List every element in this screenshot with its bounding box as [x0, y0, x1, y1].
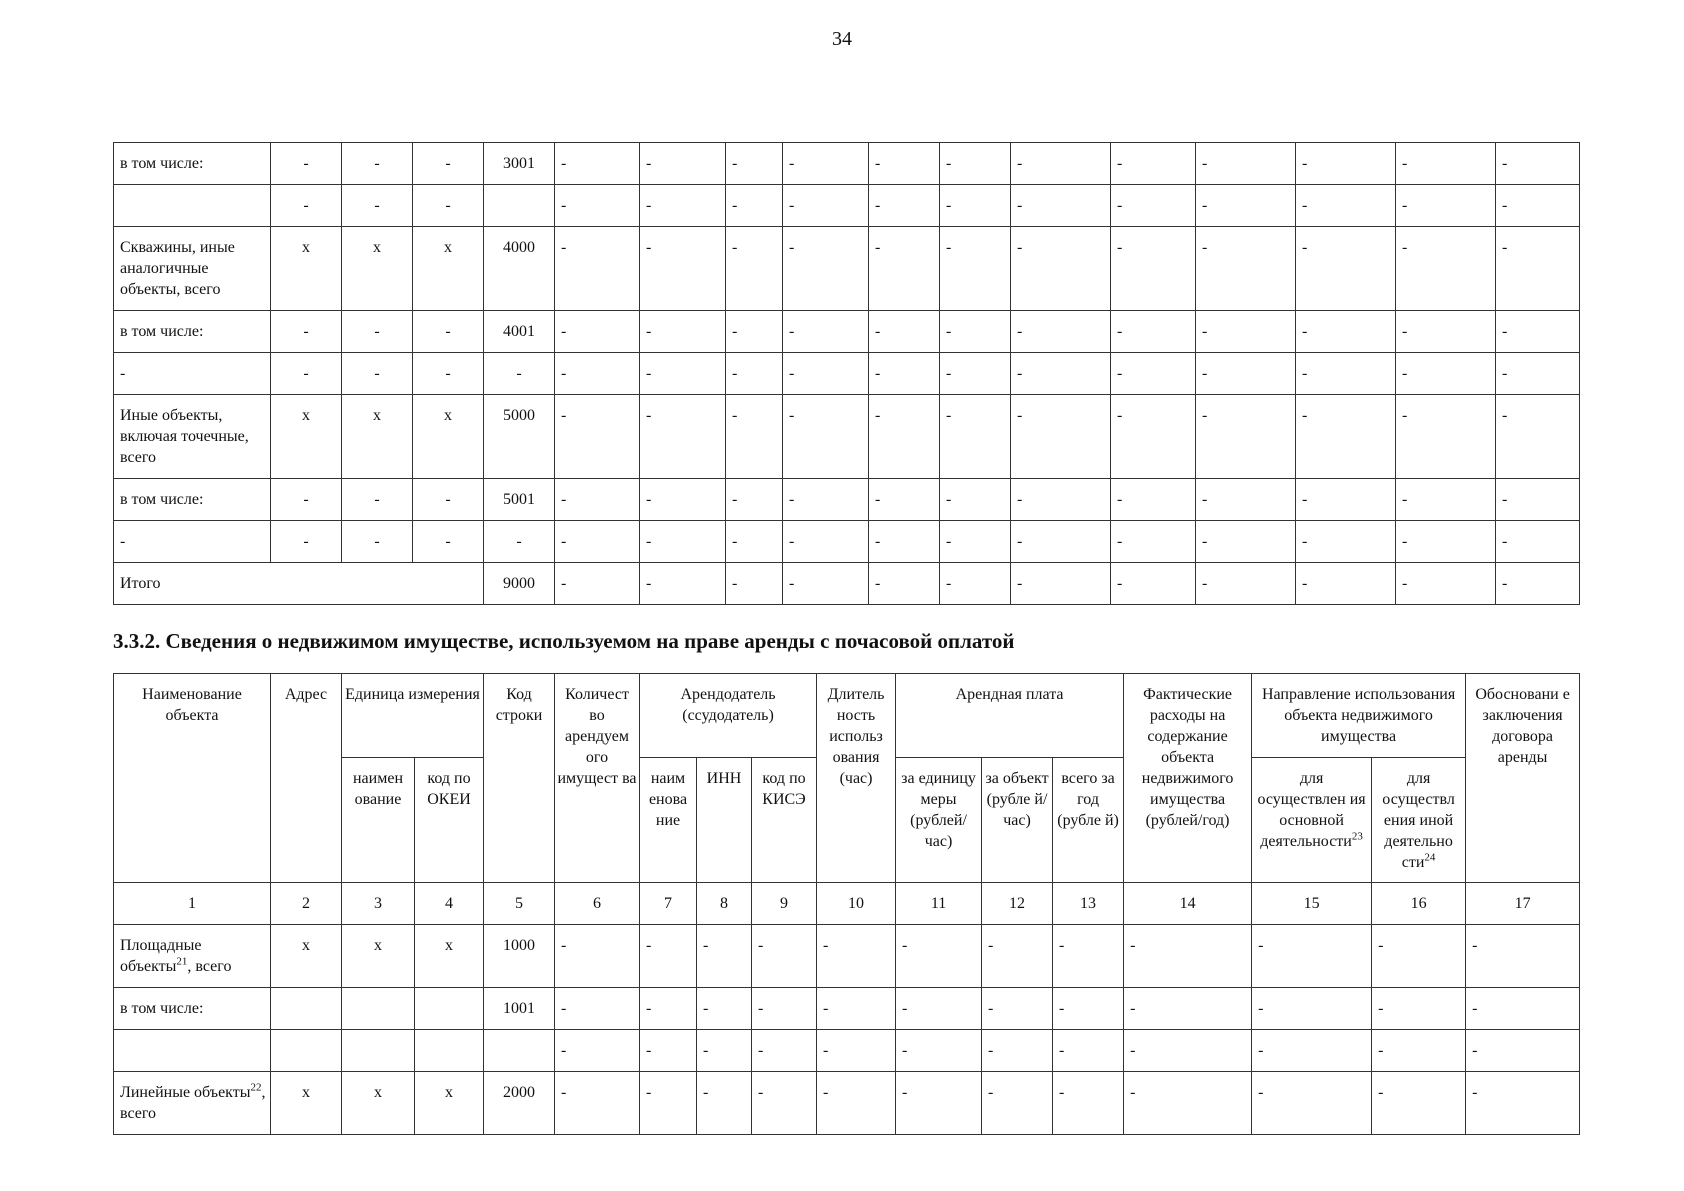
table-cell: - — [1496, 311, 1580, 353]
table-cell: - — [1011, 227, 1111, 311]
table-cell: - — [1496, 143, 1580, 185]
table-cell — [271, 988, 342, 1030]
table-cell: - — [982, 925, 1053, 988]
header-unit: Единица измерения — [342, 674, 484, 758]
table-cell: - — [896, 988, 982, 1030]
column-number: 6 — [555, 883, 640, 925]
table-cell: - — [940, 311, 1011, 353]
header-duration: Длитель ность использ ования (час) — [817, 674, 896, 883]
row-label — [114, 925, 271, 988]
table-cell: - — [1111, 185, 1196, 227]
column-number: 16 — [1372, 883, 1466, 925]
table-cell: - — [697, 988, 752, 1030]
table-cell: x — [415, 925, 484, 988]
table-cell: - — [1296, 311, 1396, 353]
table-cell: - — [1252, 1030, 1372, 1072]
table-cell: - — [869, 143, 940, 185]
column-number: 4 — [415, 883, 484, 925]
table-cell: - — [869, 311, 940, 353]
table-cell: - — [1372, 925, 1466, 988]
hourly-rental-table — [113, 673, 1580, 1135]
table-cell: - — [940, 353, 1011, 395]
row-label: в том числе: — [114, 143, 271, 185]
section-heading: 3.3.2. Сведения о недвижимом имуществе, используемом на праве аренды с почасовой оплатой — [113, 629, 1015, 653]
table-cell: - — [1296, 563, 1396, 605]
table-cell: x — [342, 227, 413, 311]
table-cell: - — [555, 563, 640, 605]
table-cell: - — [1496, 479, 1580, 521]
table-cell: - — [1296, 479, 1396, 521]
table-cell: - — [1296, 185, 1396, 227]
table-cell: - — [271, 185, 342, 227]
table-cell: - — [271, 143, 342, 185]
table-cell: - — [869, 227, 940, 311]
table-cell: - — [1396, 185, 1496, 227]
table-cell: - — [1011, 563, 1111, 605]
table-cell: - — [1124, 1072, 1252, 1135]
table-cell: - — [640, 227, 726, 311]
header-rent-per-object: за объект (рубле й/час) — [982, 758, 1053, 883]
table-cell: - — [342, 185, 413, 227]
table-cell: - — [752, 1030, 817, 1072]
row-label-suffix: , всего — [120, 1084, 266, 1122]
table-cell: x — [342, 395, 413, 479]
table-cell: - — [1396, 563, 1496, 605]
table-cell: - — [869, 521, 940, 563]
row-label: Иные объекты, включая точечные, всего — [114, 395, 271, 479]
table-cell: - — [697, 1072, 752, 1135]
table-cell: - — [1496, 563, 1580, 605]
row-label — [114, 988, 271, 1030]
table-cell: - — [726, 143, 783, 185]
header-lessor: Арендодатель (ссудодатель) — [640, 674, 817, 758]
table-cell: 9000 — [484, 563, 555, 605]
row-label: в том числе: — [114, 311, 271, 353]
column-number: 12 — [982, 883, 1053, 925]
column-number: 8 — [697, 883, 752, 925]
table-cell: - — [1111, 479, 1196, 521]
row-label: - — [114, 521, 271, 563]
table-cell: - — [783, 521, 869, 563]
row-label: Скважины, иные аналогичные объекты, всего — [114, 227, 271, 311]
table-cell: - — [640, 143, 726, 185]
table-cell: - — [1296, 521, 1396, 563]
table-cell: - — [1496, 353, 1580, 395]
table-cell: x — [271, 925, 342, 988]
table-cell: - — [1196, 521, 1296, 563]
table-cell: - — [640, 1072, 697, 1135]
table-cell: - — [1252, 988, 1372, 1030]
column-number: 17 — [1466, 883, 1580, 925]
table-cell: - — [413, 185, 484, 227]
table-row — [114, 227, 1580, 311]
header-lessor-inn: ИНН — [697, 758, 752, 883]
table-cell: - — [940, 143, 1011, 185]
footnote-ref: 22 — [250, 1081, 262, 1094]
table-cell: - — [555, 1030, 640, 1072]
table-cell: - — [1466, 988, 1580, 1030]
table-cell: - — [1196, 185, 1296, 227]
header-unit-okei: код по ОКЕИ — [415, 758, 484, 883]
table-cell: - — [1296, 143, 1396, 185]
header-direction: Направление использования объекта недвижимого имущества — [1252, 674, 1466, 758]
table-cell: - — [1196, 563, 1296, 605]
table-cell: - — [1196, 353, 1296, 395]
table-cell: - — [1396, 143, 1496, 185]
table-cell: - — [940, 185, 1011, 227]
table-cell: x — [415, 1072, 484, 1135]
row-label-text: Линейные объекты — [120, 1084, 251, 1101]
table-cell: 2000 — [484, 1072, 555, 1135]
header-lessor-kise: код по КИСЭ — [752, 758, 817, 883]
table-cell: - — [1396, 395, 1496, 479]
table-cell: - — [726, 479, 783, 521]
table-cell: - — [640, 988, 697, 1030]
table-cell — [342, 1030, 415, 1072]
table-cell — [415, 1030, 484, 1072]
table-cell: - — [1053, 925, 1124, 988]
table-cell: - — [817, 988, 896, 1030]
table-cell: - — [783, 185, 869, 227]
column-number: 14 — [1124, 883, 1252, 925]
table-cell: - — [271, 353, 342, 395]
table-cell — [415, 988, 484, 1030]
table-cell: - — [1053, 988, 1124, 1030]
table-cell: - — [726, 521, 783, 563]
table-row — [114, 479, 1580, 521]
table-cell: - — [982, 988, 1053, 1030]
table-cell: - — [555, 143, 640, 185]
table-cell: x — [413, 227, 484, 311]
table-cell: - — [1496, 395, 1580, 479]
page-number: 34 — [832, 28, 852, 50]
table-cell: - — [1466, 1072, 1580, 1135]
table-cell: x — [342, 925, 415, 988]
table-cell: - — [940, 563, 1011, 605]
table-cell: - — [1196, 479, 1296, 521]
header-rent: Арендная плата — [896, 674, 1124, 758]
header-actual-costs: Фактические расходы на содержание объекта недвижимого имущества (рублей/год) — [1124, 674, 1252, 883]
table-cell: - — [697, 1030, 752, 1072]
header-direction-main-text: для осуществлен ия основной деятельности — [1257, 770, 1366, 850]
table-cell: x — [342, 1072, 415, 1135]
table-cell: 1001 — [484, 988, 555, 1030]
table-cell: - — [1111, 227, 1196, 311]
table-cell: - — [555, 395, 640, 479]
table-cell: - — [940, 521, 1011, 563]
table-cell: - — [555, 925, 640, 988]
table-cell: - — [982, 1030, 1053, 1072]
row-label: в том числе: — [114, 479, 271, 521]
table-cell: - — [413, 143, 484, 185]
footnote-ref: 21 — [176, 955, 188, 968]
row-label: - — [114, 353, 271, 395]
table-row — [114, 521, 1580, 563]
header-address: Адрес — [271, 674, 342, 883]
table-cell: - — [413, 521, 484, 563]
table-cell: 1000 — [484, 925, 555, 988]
row-label — [114, 1072, 271, 1135]
table-cell: - — [1124, 925, 1252, 988]
table-row — [114, 925, 1580, 988]
table-cell: - — [1011, 143, 1111, 185]
column-number: 2 — [271, 883, 342, 925]
table-cell: - — [783, 479, 869, 521]
table-cell: - — [413, 479, 484, 521]
table-cell: - — [982, 1072, 1053, 1135]
table-cell: - — [1196, 143, 1296, 185]
header-object-name: Наименование объекта — [114, 674, 271, 883]
table-row — [114, 311, 1580, 353]
table-row — [114, 1072, 1580, 1135]
table-cell: - — [869, 353, 940, 395]
header-direction-other-text: для осуществл ения иной деятельно сти — [1382, 770, 1455, 871]
row-label-text: Площадные объекты — [120, 937, 202, 975]
column-number: 15 — [1252, 883, 1372, 925]
table-cell: - — [752, 925, 817, 988]
table-cell: - — [413, 353, 484, 395]
table-cell: - — [783, 143, 869, 185]
table-cell: - — [1252, 1072, 1372, 1135]
table-cell: - — [869, 395, 940, 479]
row-label: Итого — [114, 563, 484, 605]
table-cell: - — [783, 353, 869, 395]
table-cell: - — [555, 353, 640, 395]
table-cell: - — [1124, 988, 1252, 1030]
table-cell: - — [869, 563, 940, 605]
table-cell: - — [271, 479, 342, 521]
table-cell: - — [1496, 521, 1580, 563]
header-rent-per-unit: за единицу меры (рублей/ час) — [896, 758, 982, 883]
table-cell: - — [413, 311, 484, 353]
row-label-text: в том числе: — [120, 1000, 204, 1017]
table-cell: - — [869, 185, 940, 227]
table-cell: - — [1252, 925, 1372, 988]
table-cell: - — [726, 185, 783, 227]
table-cell: - — [1111, 563, 1196, 605]
header-direction-main — [1252, 758, 1372, 883]
table-cell: - — [783, 395, 869, 479]
column-number: 7 — [640, 883, 697, 925]
column-number: 5 — [484, 883, 555, 925]
table-cell: - — [1011, 353, 1111, 395]
table-cell: - — [869, 479, 940, 521]
table-cell: x — [413, 395, 484, 479]
table-row — [114, 563, 1580, 605]
table-cell: - — [555, 521, 640, 563]
table-cell: - — [484, 521, 555, 563]
table-cell: - — [1396, 227, 1496, 311]
table-cell: - — [1372, 1072, 1466, 1135]
table-cell: - — [697, 925, 752, 988]
table-cell: - — [896, 925, 982, 988]
table-row — [114, 1030, 1580, 1072]
table-cell: - — [1396, 479, 1496, 521]
table-cell: - — [940, 479, 1011, 521]
table-cell: - — [1496, 185, 1580, 227]
table-cell: - — [555, 988, 640, 1030]
column-number: 11 — [896, 883, 982, 925]
footnote-ref-23: 23 — [1351, 830, 1363, 843]
table-cell: - — [342, 479, 413, 521]
table-cell: - — [640, 311, 726, 353]
table-row — [114, 395, 1580, 479]
table-cell: - — [752, 1072, 817, 1135]
table-row — [114, 185, 1580, 227]
table-cell: - — [1296, 353, 1396, 395]
table-cell: - — [555, 479, 640, 521]
table-cell: - — [783, 227, 869, 311]
table-cell: - — [783, 563, 869, 605]
table-cell: - — [1466, 925, 1580, 988]
header-row-code: Код строки — [484, 674, 555, 883]
table-cell: - — [1111, 143, 1196, 185]
table-cell: - — [1011, 395, 1111, 479]
table-cell: 4001 — [484, 311, 555, 353]
table-cell: - — [1111, 521, 1196, 563]
column-number: 1 — [114, 883, 271, 925]
table-cell: - — [1372, 1030, 1466, 1072]
row-label — [114, 1030, 271, 1072]
table-cell: - — [640, 353, 726, 395]
table-cell: - — [1396, 353, 1496, 395]
table-cell: - — [817, 1072, 896, 1135]
table-cell: - — [1196, 395, 1296, 479]
table-cell: 5000 — [484, 395, 555, 479]
table-cell: - — [726, 395, 783, 479]
header-quantity: Количест во арендуем ого имущест ва — [555, 674, 640, 883]
table-cell: - — [640, 185, 726, 227]
table-row — [114, 143, 1580, 185]
header-direction-other — [1372, 758, 1466, 883]
table-cell: - — [896, 1072, 982, 1135]
table-cell: - — [640, 563, 726, 605]
table-cell: - — [940, 395, 1011, 479]
table-cell: - — [1111, 311, 1196, 353]
table-cell: - — [726, 311, 783, 353]
table-cell: - — [1296, 227, 1396, 311]
table-cell: - — [783, 311, 869, 353]
table-cell — [342, 988, 415, 1030]
table-cell: - — [1396, 311, 1496, 353]
table-cell: - — [640, 479, 726, 521]
table-cell: - — [1296, 395, 1396, 479]
header-justification: Обосновани е заключения договора аренды — [1466, 674, 1580, 883]
header-unit-name: наимен ование — [342, 758, 415, 883]
table-cell: - — [1053, 1030, 1124, 1072]
row-label-suffix: , всего — [187, 958, 232, 975]
table-cell: - — [1372, 988, 1466, 1030]
table-cell: - — [940, 227, 1011, 311]
table-cell: - — [1053, 1072, 1124, 1135]
table-cell: - — [342, 353, 413, 395]
table-cell: 4000 — [484, 227, 555, 311]
table-cell: x — [271, 395, 342, 479]
table-cell: - — [271, 311, 342, 353]
table-cell: - — [1011, 521, 1111, 563]
table-cell: x — [271, 227, 342, 311]
table-cell: - — [1124, 1030, 1252, 1072]
column-number: 3 — [342, 883, 415, 925]
table-cell: - — [342, 143, 413, 185]
table-cell: - — [555, 227, 640, 311]
table-cell: - — [555, 311, 640, 353]
table-cell: - — [342, 521, 413, 563]
table-cell: 5001 — [484, 479, 555, 521]
table-cell: - — [342, 311, 413, 353]
column-number: 9 — [752, 883, 817, 925]
table-cell: - — [817, 1030, 896, 1072]
table-cell: - — [640, 925, 697, 988]
table-cell: - — [1496, 227, 1580, 311]
table-cell: - — [640, 1030, 697, 1072]
table-cell: - — [1196, 311, 1296, 353]
table-cell: - — [1396, 521, 1496, 563]
table-cell: - — [1011, 311, 1111, 353]
table-cell: - — [555, 185, 640, 227]
column-number: 10 — [817, 883, 896, 925]
table-cell: - — [1011, 479, 1111, 521]
table-cell: 3001 — [484, 143, 555, 185]
column-numbers-row — [114, 883, 1580, 925]
table-cell — [484, 185, 555, 227]
table-cell: - — [896, 1030, 982, 1072]
table-cell: - — [555, 1072, 640, 1135]
continued-rental-table — [113, 142, 1580, 605]
header-lessor-name: наим енова ние — [640, 758, 697, 883]
table-cell: x — [271, 1072, 342, 1135]
table-cell: - — [726, 563, 783, 605]
table-cell: - — [726, 227, 783, 311]
table-cell: - — [1011, 185, 1111, 227]
header-rent-total-year: всего за год (рубле й) — [1053, 758, 1124, 883]
table-cell: - — [817, 925, 896, 988]
table-cell: - — [1111, 395, 1196, 479]
table-row — [114, 353, 1580, 395]
table-cell: - — [484, 353, 555, 395]
row-label — [114, 185, 271, 227]
table-cell: - — [271, 521, 342, 563]
table-cell: - — [1111, 353, 1196, 395]
column-number: 13 — [1053, 883, 1124, 925]
table-cell: - — [1196, 227, 1296, 311]
table-cell: - — [640, 395, 726, 479]
table-cell: - — [1466, 1030, 1580, 1072]
table-cell — [484, 1030, 555, 1072]
footnote-ref-24: 24 — [1424, 851, 1436, 864]
table-row — [114, 988, 1580, 1030]
table-cell: - — [752, 988, 817, 1030]
table-cell: - — [726, 353, 783, 395]
table-cell — [271, 1030, 342, 1072]
table-cell: - — [640, 521, 726, 563]
